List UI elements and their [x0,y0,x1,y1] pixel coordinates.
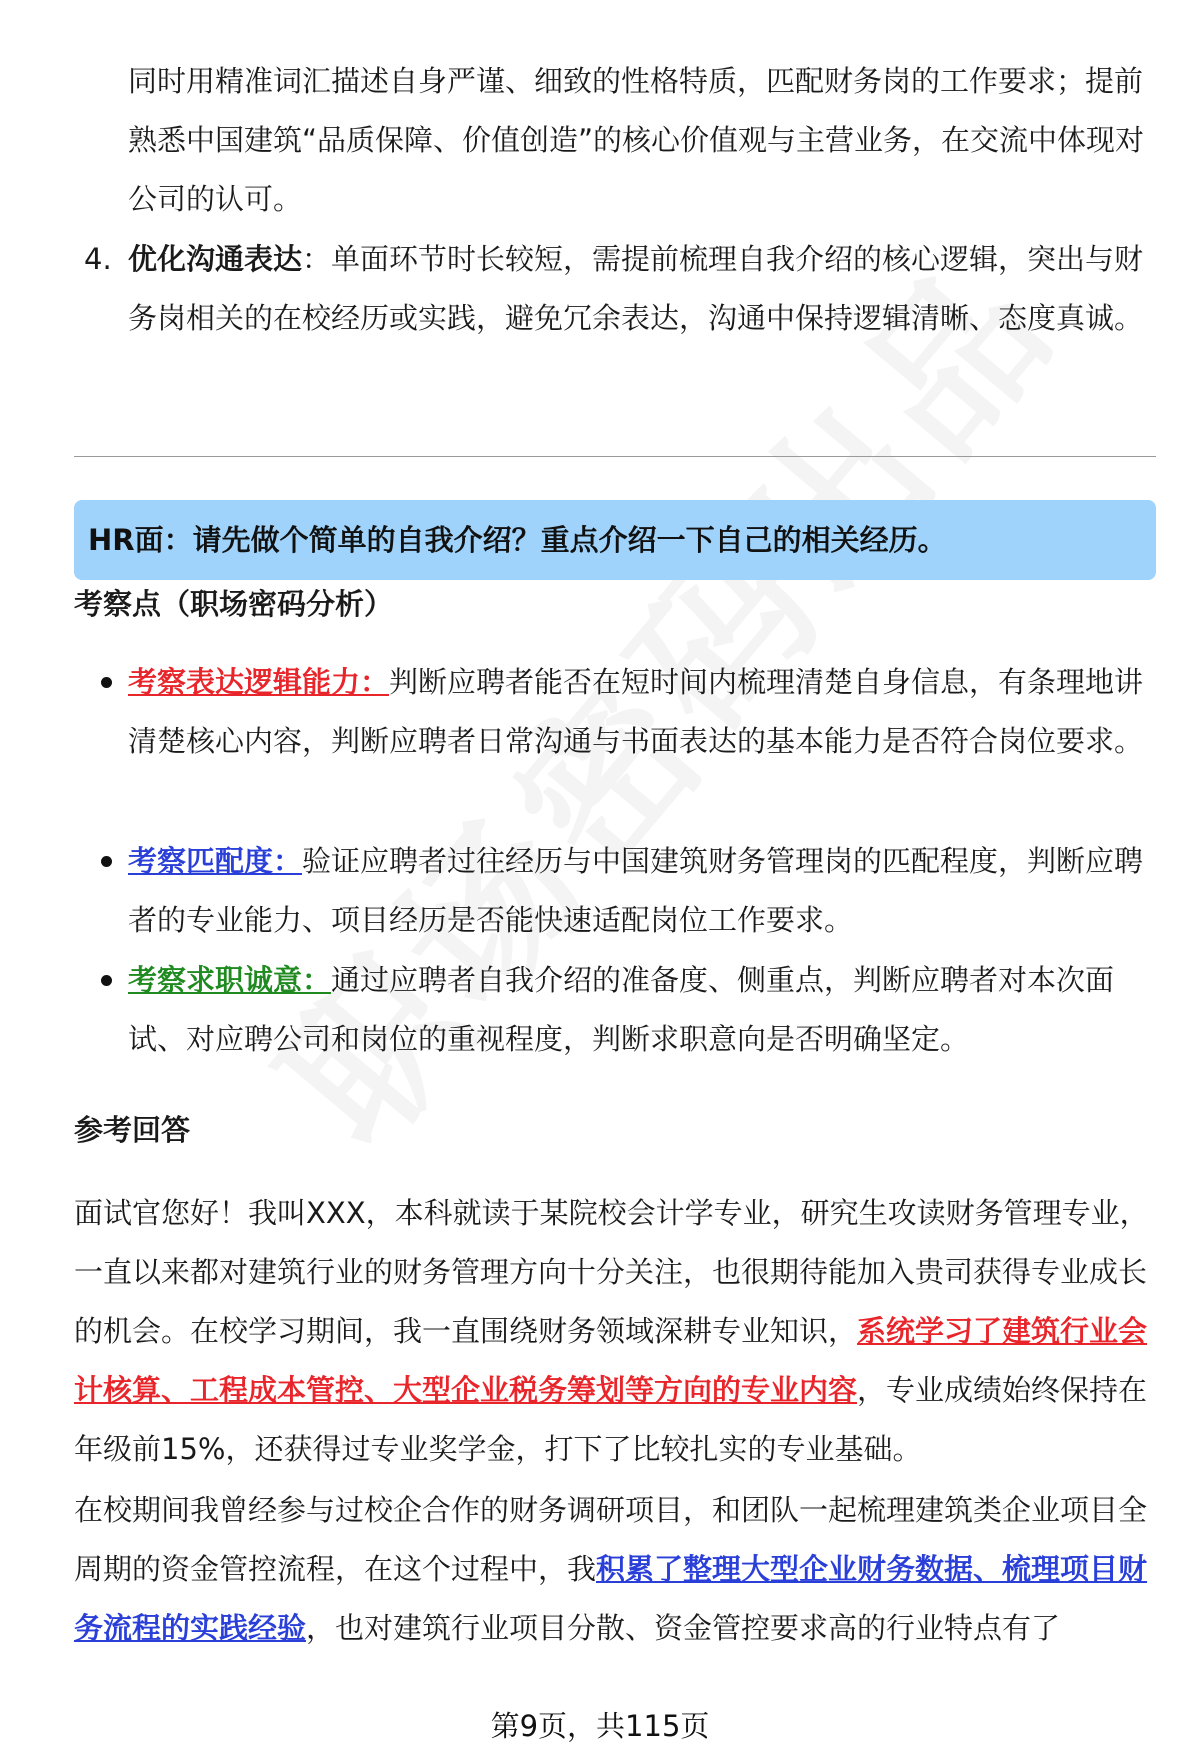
bullet-dot [101,975,112,986]
answer-text: 在校期间我曾经参与过校企合作的财务调研项目，和团队一起梳理建筑类企业项目全周期的资金管控流程，在这个过程中，我 [74,1493,1148,1586]
bullet-keyword: 考察匹配度： [128,844,303,878]
list-item-3-continuation: 同时用精准词汇描述自身严谨、细致的性格特质，匹配财务岗的工作要求；提前熟悉中国建筑“品质保障、价值创造”的核心价值观与主营业务，在交流中体现对公司的认可。 [128,64,1145,216]
question-banner [74,500,1156,580]
answer-text: ，专业成绩始终保持在年级前15%，还获得过专业奖学金，打下了比较扎实的专业基础。 [74,1373,1148,1466]
list-number: 4. [84,242,112,276]
question-text: HR面：请先做个简单的自我介绍？重点介绍一下自己的相关经历。 [88,523,947,557]
answer-text: ，也对建筑行业项目分散、资金管控要求高的行业特点有了 [306,1611,1061,1645]
section-divider [74,456,1156,457]
answer-paragraph-2 [74,1481,1156,1658]
list-item-title: 优化沟通表达 [128,242,303,276]
bullet-item [128,951,1148,1069]
bullet-text: 通过应聘者自我介绍的准备度、侧重点，判断应聘者对本次面试、对应聘公司和岗位的重视程度，判断求职意向是否明确坚定。 [128,963,1115,1056]
answer-heading: 参考回答 [74,1113,191,1147]
bullet-item [128,653,1148,771]
answer-highlight: 系统学习了建筑行业会计核算、工程成本管控、大型企业税务筹划等方向的专业内容 [74,1314,1148,1407]
answer-text: 面试官您好！我叫XXX，本科就读于某院校会计学专业，研究生攻读财务管理专业，一直以来都对建筑行业的财务管理方向十分关注，也很期待能加入贵司获得专业成长的机会。在校学习期间，我一直围绕财务领域深耕专业知识， [74,1196,1149,1348]
bullet-keyword: 考察表达逻辑能力： [128,665,390,699]
list-item-text: ：单面环节时长较短，需提前梳理自我介绍的核心逻辑，突出与财务岗相关的在校经历或实践，避免冗余表达，沟通中保持逻辑清晰、态度真诚。 [128,242,1144,335]
bullet-dot [101,677,112,688]
bullet-text: 判断应聘者能否在短时间内梳理清楚自身信息，有条理地讲清楚核心内容，判断应聘者日常沟通与书面表达的基本能力是否符合岗位要求。 [128,665,1144,758]
bullet-dot [101,856,112,867]
page-number: 第9页，共115页 [490,1709,710,1743]
bullet-text: 验证应聘者过往经历与中国建筑财务管理岗的匹配程度，判断应聘者的专业能力、项目经历是否能快速适配岗位工作要求。 [128,844,1144,937]
bullet-item [128,832,1148,950]
analysis-heading: 考察点（职场密码分析） [74,587,394,621]
bullet-keyword: 考察求职诚意： [128,963,332,997]
answer-highlight: 积累了整理大型企业财务数据、梳理项目财务流程的实践经验 [74,1552,1148,1645]
answer-paragraph-1 [74,1184,1156,1479]
list-item-4 [84,230,1148,348]
